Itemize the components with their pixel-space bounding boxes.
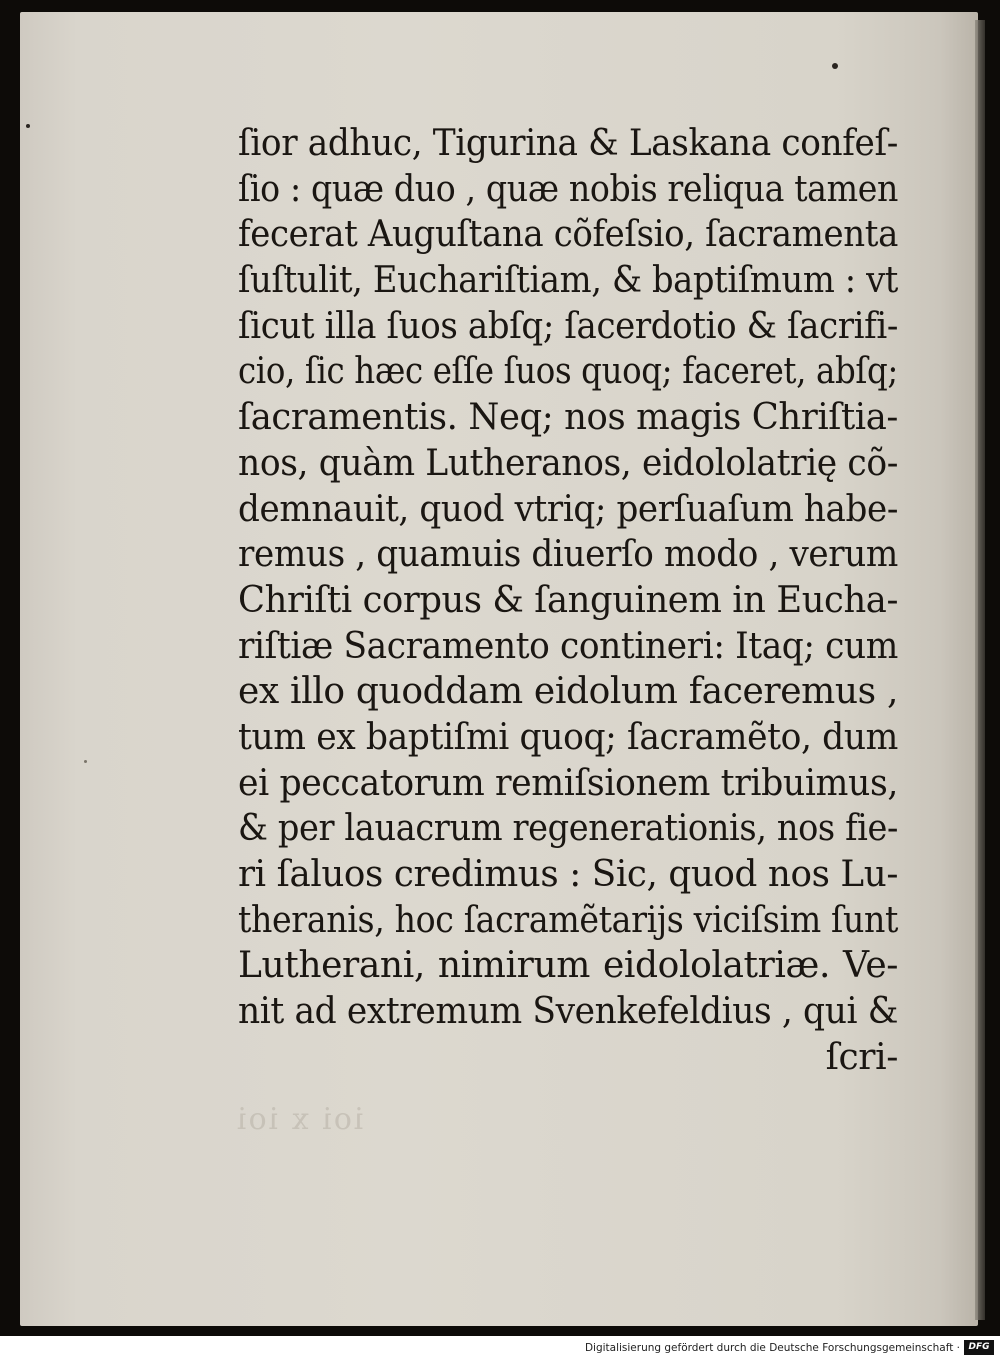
ink-speck — [84, 760, 87, 763]
text-line: remus , quamuis diuerſo modo , verum — [238, 534, 898, 576]
ink-speck — [832, 63, 838, 69]
text-line: fecerat Auguſtana cõfeſsio, ſacramenta — [238, 214, 898, 256]
text-line: nos, quàm Lutheranos, eidololatrię cõ- — [238, 442, 898, 484]
text-line: ſior adhuc, Tigurina & Laskana confeſ- — [238, 123, 898, 164]
text-line: cio, ſic hæc eſſe ſuos quoq; faceret, abſq; — [238, 351, 898, 393]
text-line: ſacramentis. Neq; nos magis Chriſtia- — [238, 397, 898, 439]
text-line: riſtiæ Sacramento contineri: Itaq; cum — [238, 625, 898, 667]
text-line: ri ſaluos credimus : Sic, quod nos Lu- — [238, 854, 898, 895]
body-text — [238, 121, 898, 1080]
text-line: ſuſtulit, Euchariſtiam, & baptiſmum : vt — [238, 260, 898, 302]
text-line: nit ad extremum Svenkefeldius , qui & — [238, 991, 898, 1033]
dfg-logo: DFG — [964, 1340, 994, 1355]
ink-speck — [26, 124, 30, 128]
text-line: tum ex baptiſmi quoq; ſacramẽto, dum — [238, 716, 898, 758]
text-line: Chriſti corpus & ſanguinem in Eucha- — [238, 579, 898, 621]
text-line: ſicut illa ſuos abſq; ſacerdotio & ſacrifi- — [238, 305, 898, 347]
text-line: ex illo quoddam eidolum faceremus , — [238, 671, 898, 713]
text-line: ei peccatorum remiſsionem tribuimus, — [238, 762, 898, 804]
text-line: ſio : quæ duo , quæ nobis reliqua tamen — [238, 168, 898, 210]
page-edge-shadow — [975, 20, 985, 1320]
text-line: & per lauacrum regenerationis, nos fie- — [238, 808, 898, 850]
text-line: Lutherani, nimirum eidololatriæ. Ve- — [238, 945, 898, 987]
catchword: ſcri- — [825, 1036, 898, 1078]
footer-bar — [0, 1336, 1000, 1360]
text-line: demnauit, quod vtriq; perſuaſum habe- — [238, 488, 898, 530]
text-line: theranis, hoc ſacramẽtarijs viciſsim ſunt — [238, 899, 898, 941]
bleed-through-text: ioi x ioi — [235, 1102, 364, 1137]
funding-credit: Digitalisierung gefördert durch die Deutsche Forschungsgemeinschaft · — [584, 1342, 960, 1354]
